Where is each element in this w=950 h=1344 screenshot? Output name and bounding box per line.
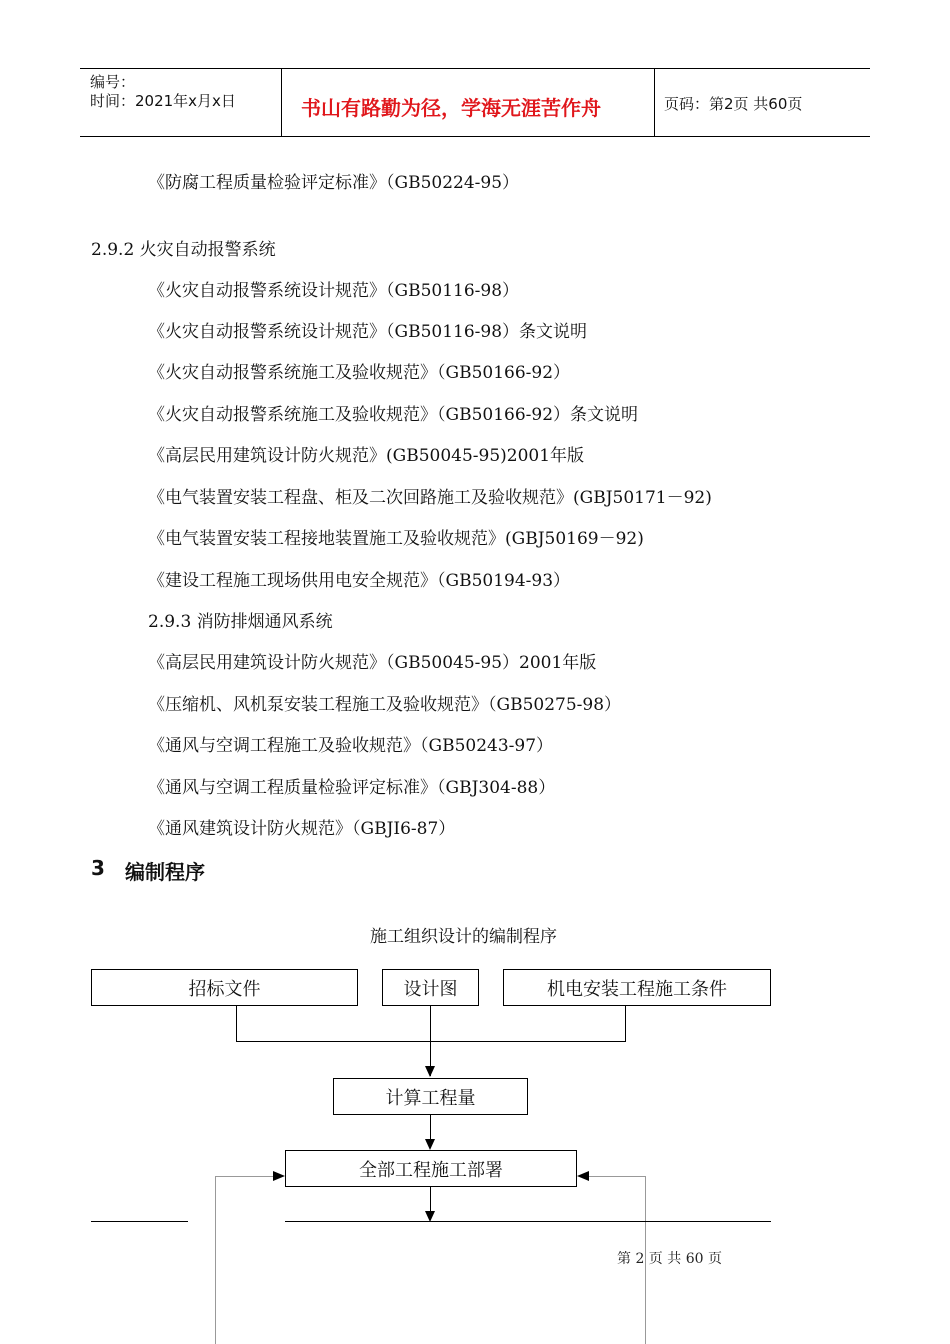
standard-item: 《通风与空调工程质量检验评定标准》（GBJ304-88）	[148, 778, 556, 798]
standard-item: 《压缩机、风机泵安装工程施工及验收规范》（GB50275-98）	[148, 695, 622, 715]
flow-box-design-drawings	[382, 969, 479, 1006]
feedback-line-left	[215, 1176, 275, 1177]
header-bottom-rule	[80, 136, 870, 137]
standard-item: 《建设工程施工现场供用电安全规范》（GB50194-93）	[148, 571, 571, 591]
header-divider-left	[281, 68, 282, 137]
footer-rule	[577, 1221, 771, 1222]
standard-item: 《火灾自动报警系统设计规范》（GB50116-98）条文说明	[148, 322, 588, 342]
flow-box-label: 招标文件	[188, 978, 261, 1000]
standard-item: 《火灾自动报警系统设计规范》（GB50116-98）	[148, 281, 520, 301]
connector-line	[236, 1041, 626, 1042]
flow-box-label: 设计图	[403, 978, 458, 1000]
document-time-label: 时间：2021年x月x日	[90, 92, 236, 110]
arrow-right-icon	[273, 1171, 285, 1181]
footer-page-number: 第 2 页 共 60 页	[617, 1251, 722, 1267]
flow-box-construction-deployment	[285, 1150, 577, 1187]
header-page-label: 页码：第2页 共60页	[664, 95, 803, 113]
header-divider-right	[654, 68, 655, 137]
standard-item: 《通风与空调工程施工及验收规范》（GB50243-97）	[148, 736, 554, 756]
document-number-label: 编号：	[90, 73, 136, 91]
flow-box-calculate-quantities	[333, 1078, 528, 1115]
standard-item: 《防腐工程质量检验评定标准》（GB50224-95）	[148, 173, 520, 193]
header-top-rule	[80, 68, 870, 69]
footer-rule	[285, 1221, 577, 1222]
feedback-line-left	[215, 1176, 216, 1344]
standard-item: 《电气装置安装工程接地装置施工及验收规范》(GBJ50169－92)	[148, 529, 644, 549]
standard-item: 《通风建筑设计防火规范》（GBJI6-87）	[148, 819, 456, 839]
feedback-line-right	[588, 1176, 646, 1177]
arrow-left-icon	[577, 1171, 589, 1181]
standard-item: 《火灾自动报警系统施工及验收规范》（GB50166-92）条文说明	[148, 405, 639, 425]
header-motto: 书山有路勤为径，学海无涯苦作舟	[301, 96, 601, 120]
flowchart-caption: 施工组织设计的编制程序	[370, 927, 557, 947]
flow-box-label: 全部工程施工部署	[359, 1159, 503, 1181]
flow-box-label: 计算工程量	[385, 1087, 476, 1109]
arrow-down-icon	[425, 1139, 435, 1150]
standard-item: 《高层民用建筑设计防火规范》（GB50045-95）2001年版	[148, 653, 597, 673]
footer-rule	[91, 1221, 188, 1222]
flow-box-installation-conditions	[503, 969, 771, 1006]
section-3-title: 编制程序	[125, 860, 205, 884]
standard-item: 《高层民用建筑设计防火规范》(GB50045-95)2001年版	[148, 446, 585, 466]
connector-line	[236, 1006, 237, 1042]
standard-item: 《火灾自动报警系统施工及验收规范》（GB50166-92）	[148, 363, 571, 383]
flow-box-label: 机电安装工程施工条件	[547, 978, 727, 1000]
standard-item: 《电气装置安装工程盘、柜及二次回路施工及验收规范》(GBJ50171－92)	[148, 488, 712, 508]
section-3-number: 3	[91, 856, 105, 880]
flow-box-tender-documents	[91, 969, 358, 1006]
arrow-down-icon	[425, 1066, 435, 1077]
connector-line	[625, 1006, 626, 1042]
section-heading-2-9-2: 2.9.2 火灾自动报警系统	[91, 240, 276, 260]
section-heading-2-9-3: 2.9.3 消防排烟通风系统	[148, 612, 333, 632]
connector-line	[430, 1187, 431, 1213]
